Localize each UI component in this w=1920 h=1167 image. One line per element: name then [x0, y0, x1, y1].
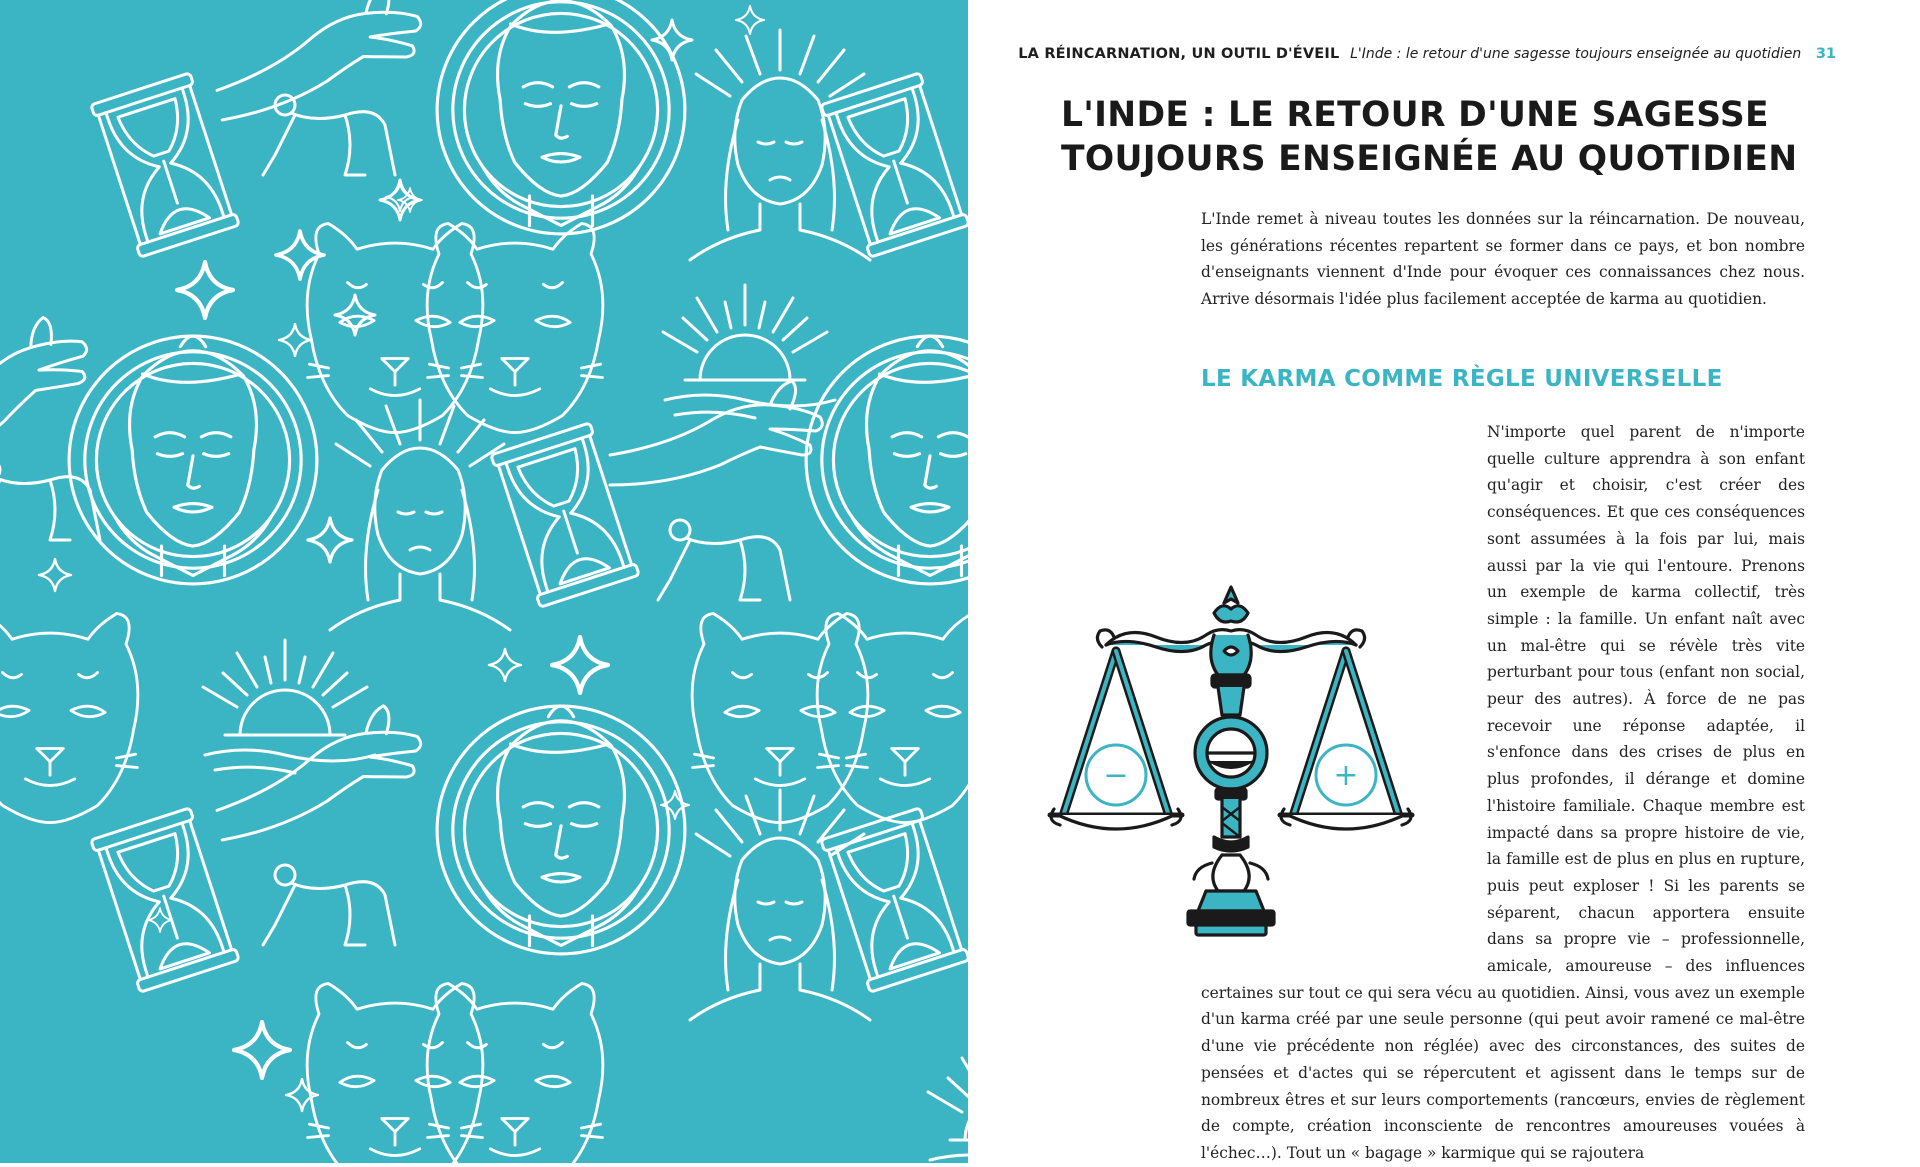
running-head: [1018, 45, 1836, 63]
running-head-section: LA RÉINCARNATION, UN OUTIL D'ÉVEIL: [1018, 46, 1340, 62]
text-page: [968, 0, 1920, 1163]
section-heading: LE KARMA COMME RÈGLE UNIVERSELLE: [1201, 366, 1723, 392]
minus-symbol: −: [1103, 758, 1129, 793]
page-title: L'INDE : LE RETOUR D'UNE SAGESSE TOUJOURS ENSEIGNÉE AU QUOTIDIEN: [1061, 95, 1798, 179]
plus-symbol: +: [1333, 758, 1359, 793]
page-number: 31: [1815, 46, 1836, 62]
running-head-chapter: L'Inde : le retour d'une sagesse toujours enseignée au quotidien: [1350, 46, 1802, 62]
scales-of-justice-icon: [1046, 575, 1416, 945]
intro-paragraph: L'Inde remet à niveau toutes les données sur la réincarnation. De nouveau, les générations récentes repartent se former dans ce pays, et bon nombre d'enseignants viennent d'Inde pour évoquer ces connaissances chez nous. Arrive désormais l'idée plus facilement acceptée de karma au quotidien.: [1201, 210, 1805, 309]
section-paragraph: N'importe quel parent de n'importe quelle culture apprendra à son enfant qu'agir et choisir, c'est créer des conséquences. Et que ces conséquences sont assumées à la fois par lui, mais aussi par la vie qui l'entoure. Prenons un exemple de karma collectif, très simple : la famille. Un enfant naît avec un mal-être qui se révèle très vite perturbant pour tous (enfant non social, peur des autres). À force de ne pas recevoir une réponse adaptée, il s'enfonce dans des crises de plus en plus profondes, il dérange et domine l'histoire familiale. Chaque membre est impacté dans sa propre histoire de vie, la famille est de plus en plus en rupture, puis peut exploser ! Si les parents se séparent, chacun apportera ensuite dans sa propre vie – professionnelle, amicale, amoureuse – des influences certaines sur tout ce qui sera vécu au quotidien. Ainsi, vous avez un exemple d'un karma créé par une seule personne (qui peut avoir ramené ce mal-être d'une vie précédente non réglée) avec des circonstances, des suites de pensées et d'actes qui se répercutent et agissent dans le temps sur de nombreux êtres et sur leurs comportements (rancœurs, envies de règlement de compte, création inconsciente de rencontres amoureuses vouées à l'échec…). Tout un « bagage » karmique qui se rajoutera: [1201, 423, 1805, 1162]
